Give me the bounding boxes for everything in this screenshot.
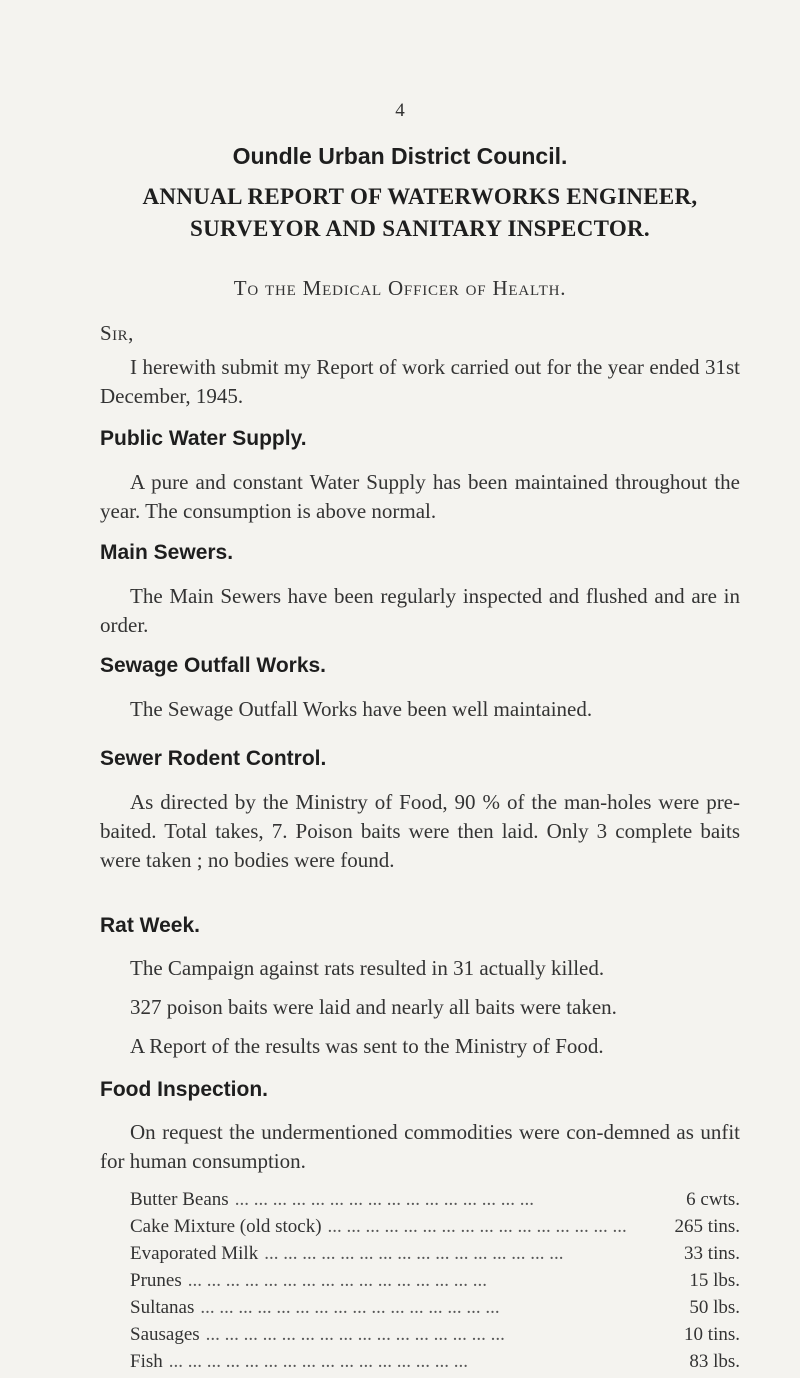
item-name: Sausages [130,1324,200,1345]
rodent-control-paragraph: As directed by the Ministry of Food, 90 % of the man-holes were pre-baited. Total takes, 7. Poison baits were then laid. Only 3 complete baits were taken ; no bodies were found. [100,790,740,872]
section-heading-sewage-outfall: Sewage Outfall Works. [100,654,327,677]
item-quantity: 15 lbs. [689,1270,740,1291]
section-heading-rodent-control: Sewer Rodent Control. [100,747,327,770]
list-item [130,1297,740,1324]
dot-leader [264,1243,646,1265]
item-quantity: 33 tins. [684,1243,740,1264]
item-quantity: 50 lbs. [689,1297,740,1318]
list-item [130,1243,740,1270]
section-heading-main-sewers: Main Sewers. [100,541,234,564]
dot-leader [328,1216,646,1238]
item-name: Butter Beans [130,1189,229,1210]
item-quantity: 265 tins. [674,1216,740,1237]
rat-week-line: The Campaign against rats resulted in 31 actually killed. [130,956,605,980]
list-item [130,1270,740,1297]
main-sewers-paragraph: The Main Sewers have been regularly inspected and flushed and are in order. [100,584,740,637]
dot-leader [235,1189,646,1211]
item-quantity: 10 tins. [684,1324,740,1345]
food-inspection-paragraph: On request the undermentioned commodities were con-demned as unfit for human consumption. [100,1120,740,1173]
section-heading-food-inspection: Food Inspection. [100,1078,268,1101]
item-quantity: 83 lbs. [689,1351,740,1372]
list-item [130,1189,740,1216]
list-item [130,1216,740,1243]
condemned-items-list [130,1189,740,1378]
intro-paragraph: I herewith submit my Report of work carried out for the year ended 31st December, 1945. [100,355,740,408]
item-quantity: 6 cwts. [686,1189,740,1210]
dot-leader [169,1351,646,1373]
sewage-outfall-paragraph: The Sewage Outfall Works have been well maintained. [130,697,593,721]
dot-leader [206,1324,646,1346]
section-heading-water-supply: Public Water Supply. [100,427,307,450]
item-name: Sultanas [130,1297,195,1318]
item-name: Prunes [130,1270,182,1291]
dot-leader [188,1270,646,1292]
section-heading-rat-week: Rat Week. [100,914,200,937]
page-number: 4 [395,100,405,121]
report-title: ANNUAL REPORT OF WATERWORKS ENGINEER, SURVEYOR AND SANITARY INSPECTOR. [142,184,698,241]
rat-week-line: 327 poison baits were laid and nearly all baits were taken. [130,995,617,1019]
list-item [130,1351,740,1378]
list-item [130,1324,740,1351]
council-name: Oundle Urban District Council. [232,143,568,169]
item-name: Fish [130,1351,163,1372]
item-name: Cake Mixture (old stock) [130,1216,322,1237]
addressee: To the Medical Officer of Health. [233,276,567,300]
salutation: Sir, [100,321,134,345]
item-name: Evaporated Milk [130,1243,259,1264]
rat-week-line: A Report of the results was sent to the Ministry of Food. [130,1034,604,1058]
water-supply-paragraph: A pure and constant Water Supply has been maintained throughout the year. The consumption is above normal. [100,470,740,523]
dot-leader [200,1297,646,1319]
